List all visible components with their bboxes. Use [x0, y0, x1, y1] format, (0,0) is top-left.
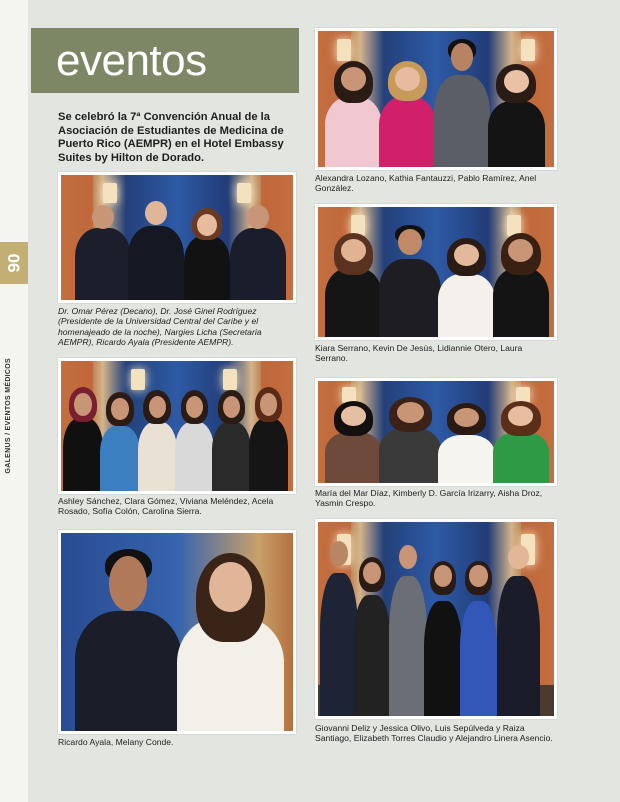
photo-scene — [318, 381, 554, 483]
photo-scene — [318, 31, 554, 167]
page-number: 90 — [3, 253, 23, 273]
photo-group-2 — [58, 358, 296, 494]
photo-group-3 — [58, 530, 296, 734]
photo-group-5 — [315, 204, 557, 340]
caption-photo-7: Giovanni Deliz y Jessica Olivo, Luis Sepúlveda y Raiza Santiago, Elizabeth Torres Claudio y Alejandro Linera Asencio. — [315, 723, 553, 744]
caption-photo-4: Alexandra Lozano, Kathia Fantauzzi, Pablo Ramírez, Anel González. — [315, 173, 537, 194]
photo-scene — [318, 207, 554, 337]
caption-photo-5: Kiara Serrano, Kevin De Jesús, Lidiannie Otero, Laura Serrano. — [315, 343, 523, 364]
photo-group-1 — [58, 172, 296, 303]
page-number-box — [0, 242, 28, 284]
section-banner — [31, 28, 299, 93]
photo-group-4 — [315, 28, 557, 170]
photo-group-7 — [315, 519, 557, 719]
photo-scene — [61, 361, 293, 491]
photo-scene — [61, 533, 293, 731]
photo-scene — [61, 175, 293, 300]
caption-photo-1: Dr. Omar Pérez (Decano), Dr. José Ginel Rodríguez (Presidente de la Universidad Central del Caribe y el homenajeado de la noche), Nargies Licha (Secretaria AEMPR), Ricardo Ayala (Presidente AEMPR). — [58, 306, 262, 348]
photo-scene — [318, 522, 554, 716]
photo-group-6 — [315, 378, 557, 486]
caption-photo-2: Ashley Sánchez, Clara Gómez, Viviana Meléndez, Acela Rosado, Sofía Colón, Carolina Sierra. — [58, 496, 274, 517]
section-label: GALENUS / EVENTOS MÉDICOS — [5, 358, 12, 474]
caption-photo-3: Ricardo Ayala, Melany Conde. — [58, 737, 174, 747]
banner-title: eventos — [56, 36, 207, 85]
intro-text: Se celebró la 7ª Convención Anual de la Asociación de Estudiantes de Medicina de Puerto Rico (AEMPR) en el Hotel Embassy Suites by Hilton de Dorado. — [58, 111, 284, 164]
caption-photo-6: María del Mar Díaz, Kimberly D. García Irizarry, Aisha Droz, Yasmin Crespo. — [315, 488, 543, 509]
